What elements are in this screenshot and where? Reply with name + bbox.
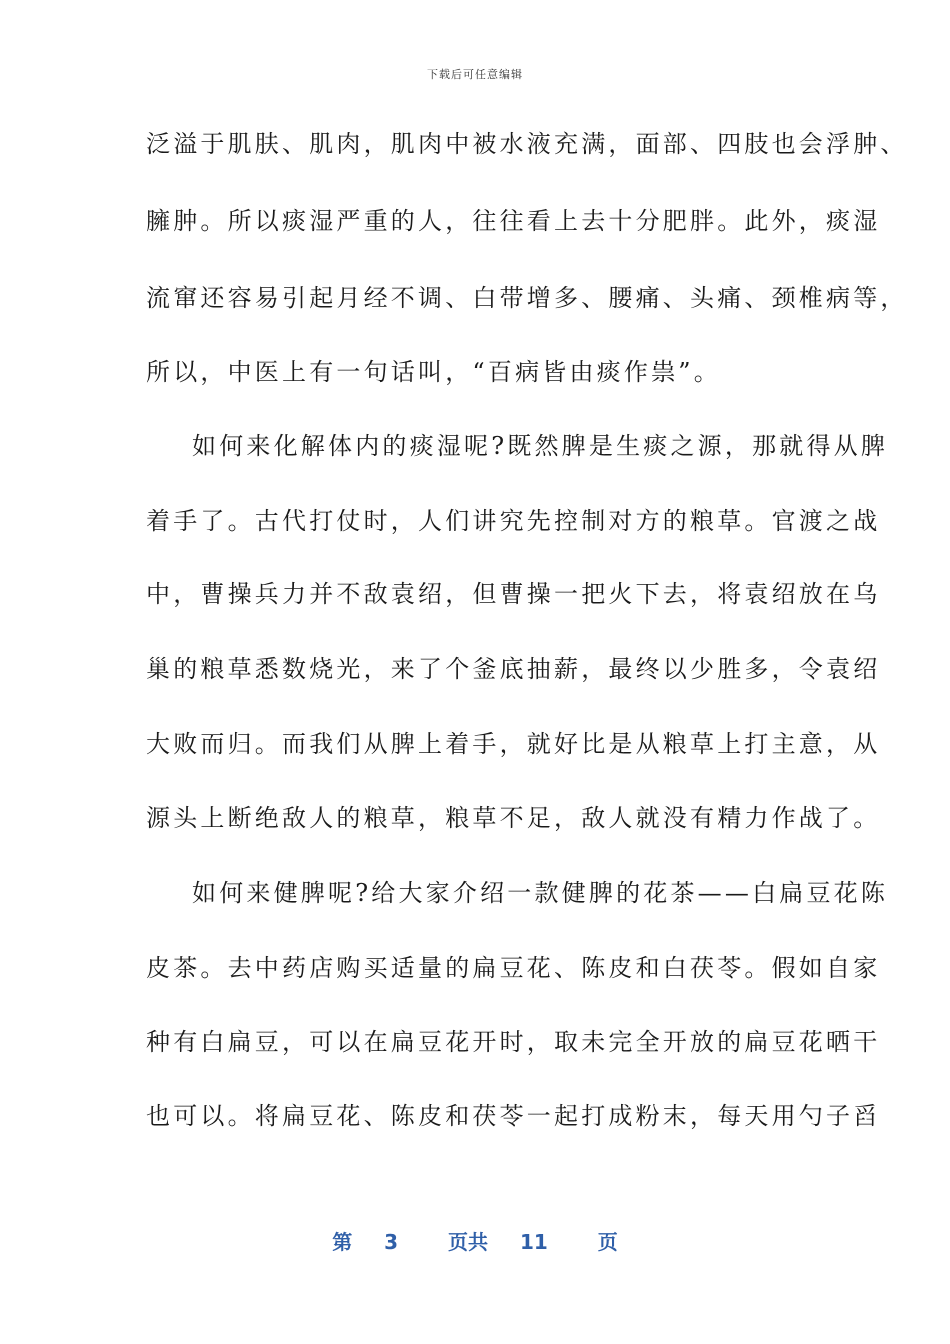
page-suffix: 页 [597,1230,618,1254]
text-line: 大败而归。而我们从脾上着手，就好比是从粮草上打主意，从 [146,730,881,758]
text-line: 也可以。将扁豆花、陈皮和茯苓一起打成粉末，每天用勺子舀 [146,1102,881,1130]
text-line: 臃肿。所以痰湿严重的人，往往看上去十分肥胖。此外，痰湿 [146,207,881,235]
text-line: 所以，中医上有一句话叫，“百病皆由痰作祟”。 [146,358,721,386]
page-header: 下载后可任意编辑 [427,68,523,81]
text-line: 皮茶。去中药店购买适量的扁豆花、陈皮和白茯苓。假如自家 [146,954,881,982]
text-line: 中，曹操兵力并不敌袁绍，但曹操一把火下去，将袁绍放在乌 [146,580,881,608]
page-footer [0,1226,950,1255]
text-line: 源头上断绝敌人的粮草，粮草不足，敌人就没有精力作战了。 [146,804,881,832]
text-line: 流窜还容易引起月经不调、白带增多、腰痛、头痛、颈椎病等， [146,284,908,312]
page-prefix: 第 [332,1230,353,1254]
total-pages: 11 [519,1230,548,1254]
paragraph-first-line: 如何来化解体内的痰湿呢?既然脾是生痰之源，那就得从脾 [192,432,889,460]
text-line: 泛溢于肌肤、肌肉，肌肉中被水液充满，面部、四肢也会浮肿、 [146,130,908,158]
page-number: 3 [384,1230,399,1254]
text-line: 种有白扁豆，可以在扁豆花开时，取未完全开放的扁豆花晒干 [146,1028,881,1056]
text-line: 着手了。古代打仗时，人们讲究先控制对方的粮草。官渡之战 [146,507,881,535]
page-middle: 页共 [448,1230,489,1254]
paragraph-first-line: 如何来健脾呢?给大家介绍一款健脾的花茶——白扁豆花陈 [192,879,889,907]
text-line: 巢的粮草悉数烧光，来了个釜底抽薪，最终以少胜多，令袁绍 [146,655,881,683]
